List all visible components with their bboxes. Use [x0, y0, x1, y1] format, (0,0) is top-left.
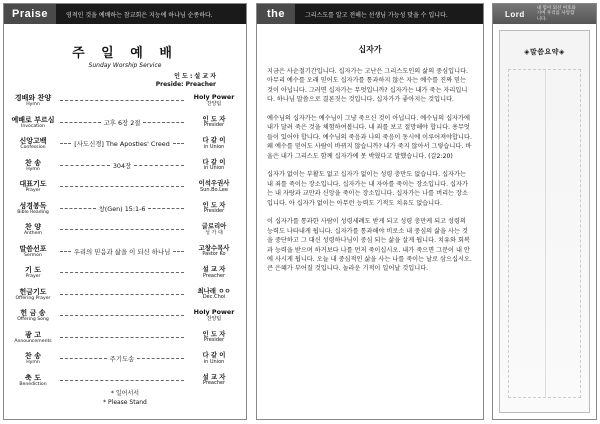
service-item-name-en: Bible Reading — [17, 209, 49, 215]
service-item-middle — [56, 100, 188, 101]
leader-line — [60, 100, 184, 101]
service-item-name: 말씀선포 — [19, 244, 47, 253]
sermon-paragraph: 예수님의 십자가는 예수님이 그냥 죽으신 것이 아닙니다. 예수님의 십자가에 내가 달려 죽은 것을 체험하여봅니다. 내 죄를 보고 절망해야 합니다. 용무엇들이 있어야 합니다. 예수님의 죽음과 나의 죽음이 동시에 이루어져야합니다. 왜 예수를 믿어도 사람이 바뀌지 않습니까? 내가 죽지 않아서 그렇습니다. 바울은 내가 그리스도 함께 십자가에 못 박혔다고 말했습니다. (갈2:20) — [267, 115, 472, 160]
panel-tab-lord: Lord — [505, 9, 525, 19]
leader-name: 다 같 이 — [202, 157, 226, 166]
service-item-detail: 창(Gen) 15:1-6 — [98, 204, 146, 213]
service-item-name: 광 고 — [25, 330, 41, 339]
page-title: 주 일 예 배 — [72, 46, 178, 61]
service-item-name: 경배와 찬양 — [14, 94, 52, 103]
leader-line — [173, 143, 184, 144]
panel-header-bar — [493, 4, 596, 24]
presider-note — [4, 73, 246, 89]
service-item-name-en: Confession — [20, 145, 46, 151]
leader-name: 글로리아 — [201, 222, 227, 231]
service-item-label — [10, 116, 56, 129]
service-item-leader — [188, 180, 240, 193]
service-item-leader — [188, 288, 240, 301]
service-item-label — [10, 374, 56, 387]
leader-name: 다 같 이 — [202, 136, 226, 145]
service-item-label — [10, 180, 56, 193]
service-item-detail: 고후 6장 2절 — [103, 118, 141, 127]
leader-line — [60, 272, 184, 273]
service-item-middle — [56, 294, 188, 295]
leader-line — [60, 122, 101, 123]
service-item-name-en: Hymn — [26, 360, 40, 366]
service-item-leader — [188, 202, 240, 215]
service-item-middle — [56, 315, 188, 316]
leader-name-en: Presider — [203, 337, 225, 344]
service-item-name: 찬 송 — [25, 352, 41, 361]
service-item-label — [10, 352, 56, 365]
service-item-detail: 304장 — [112, 161, 132, 170]
header-banner-text: 내 힘이 되신 여호와시여 우리를 사랑합니다. — [536, 5, 576, 22]
service-item-row — [10, 176, 240, 198]
service-item-label — [10, 94, 56, 107]
service-item-name: 예배로 부르심 — [11, 115, 55, 124]
leader-name: 고창수목사 — [198, 243, 230, 252]
service-item-row — [10, 348, 240, 370]
service-item-middle — [56, 247, 188, 256]
leader-name: 최나래 ㅇㅇ — [197, 286, 231, 295]
sermon-panel — [256, 3, 484, 420]
service-item-leader — [188, 94, 240, 107]
leader-name: 설 교 자 — [202, 265, 226, 274]
leader-line — [60, 315, 184, 316]
service-item-middle — [56, 139, 188, 148]
service-item-name-en: Benediction — [19, 381, 47, 387]
service-item-middle — [56, 229, 188, 230]
leader-line — [60, 294, 184, 295]
presider-ko: 인 도 : 설 교 자 — [174, 73, 216, 80]
leader-line — [134, 165, 184, 166]
worship-order-panel — [3, 3, 247, 420]
service-item-row — [10, 284, 240, 306]
service-item-name-en: Offering Prayer — [15, 295, 51, 301]
service-item-name: 찬 양 — [25, 223, 41, 232]
leader-name-en: Sun.Bo.Lee — [200, 186, 228, 193]
service-item-name: 찬 송 — [25, 158, 41, 167]
service-item-name-en: Hymn — [26, 166, 40, 172]
order-of-service — [10, 90, 240, 391]
leader-line — [60, 380, 184, 381]
leader-name-en: 성 가 대 — [205, 229, 223, 236]
leader-line — [173, 251, 184, 252]
leader-name-en: Presider — [203, 122, 225, 129]
leader-name: 인 도 자 — [202, 114, 226, 123]
service-item-middle — [56, 186, 188, 187]
service-item-leader — [188, 159, 240, 172]
service-item-label — [10, 266, 56, 279]
summary-notes-area[interactable] — [499, 30, 590, 413]
header-banner-text: 영적인 것을 예배하는 참교회은 지능에 하나님 순종하다. — [66, 11, 213, 19]
decorative-divider — [545, 70, 546, 397]
stand-note — [4, 390, 246, 407]
sermon-paragraph: 이 십자가를 통과한 사람이 성령세례도 받게 되고 성령 충만케 되고 성령의 능력도 나타내게 됩니다. 십자가를 통과해야 비로소 내 중심의 삶을 사는 것을 중단하고 그 대신 성령하나님이 중심 되는 삶을 살게 됩니다. 치유와 회복과 능력을 받으며 하거보다 나를 먼저 죽이십시오. 내가 죽으면 그분이 내 안에 사시게 됩니다. 오늘 내 중심적인 삶을 사는 나를 죽이는 날로 삼으십시오. 큰 은혜가 부어질 것입니다. 놀라운 기적이 일어날 것입니다. — [267, 218, 472, 273]
page-subtitle: Sunday Worship Service — [88, 62, 162, 69]
leader-line — [137, 358, 184, 359]
leader-name-en: Presider — [203, 208, 225, 215]
leader-line — [60, 358, 107, 359]
leader-name: 다 같 이 — [202, 351, 226, 360]
service-item-middle — [56, 380, 188, 381]
service-item-name-en: Hymn — [26, 102, 40, 108]
service-item-name-en: Prayer — [25, 274, 41, 280]
service-item-label — [10, 288, 56, 301]
leader-name-en: Pastor Ko — [202, 251, 226, 258]
panel-header-bar — [257, 4, 483, 24]
service-item-leader — [188, 352, 240, 365]
leader-name-en: 찬양팀 — [206, 315, 222, 322]
stand-ko: * 일어서서 — [110, 390, 140, 398]
service-item-row — [10, 327, 240, 349]
service-item-label — [10, 202, 56, 215]
leader-name: 설 교 자 — [202, 372, 226, 381]
service-item-name: 헌금기도 — [19, 287, 47, 296]
service-item-leader — [188, 223, 240, 236]
leader-line — [60, 165, 110, 166]
leader-name-en: in Union — [203, 143, 225, 150]
service-item-label — [10, 223, 56, 236]
service-item-row — [10, 241, 240, 263]
presider-en: Preside: Preacher — [155, 80, 216, 88]
service-item-middle — [56, 204, 188, 213]
leader-line — [143, 122, 184, 123]
service-item-row — [10, 112, 240, 134]
service-item-name-en: Anthem — [23, 231, 43, 237]
leader-line — [60, 229, 184, 230]
service-item-leader — [188, 245, 240, 258]
panel-tab-praise: Praise — [4, 4, 56, 24]
leader-name: 인 도 자 — [202, 200, 226, 209]
header-banner-text: 그리스도를 알고 전해는 선생님 가능성 맞을 수 입니다. — [305, 11, 448, 19]
service-item-middle — [56, 337, 188, 338]
service-item-row — [10, 370, 240, 392]
service-item-leader — [188, 309, 240, 322]
service-item-label — [10, 331, 56, 344]
leader-name-en: 찬양팀 — [206, 100, 222, 107]
leader-line — [148, 208, 184, 209]
service-item-name-en: Prayer — [25, 188, 41, 194]
service-item-name: 축 도 — [25, 373, 41, 382]
service-item-middle — [56, 118, 188, 127]
service-item-label — [10, 309, 56, 322]
service-item-leader — [188, 137, 240, 150]
panel-header-bar — [4, 4, 246, 24]
leader-name-en: in Union — [203, 165, 225, 172]
leader-name-en: Dec.Choi — [202, 294, 226, 301]
notes-frame — [508, 69, 581, 398]
leader-line — [60, 186, 184, 187]
service-item-row — [10, 262, 240, 284]
sermon-paragraph: 지금은 사순절기간입니다. 십자가는 고난은 그리스도인의 삶의 중심입니다. 아무리 예수를 오래 믿어도 십자가를 통과하지 않은 자는 예수를 진짜 믿는 것이 아닙니다. 그러면 십자가는 무엇입니까? 십자가는 내가 죽는 자리입니다. 하나님 말씀으로 결론짓는 것입니다. 십자가가 좋아지는 것입니다. — [267, 68, 469, 104]
service-item-middle — [56, 354, 188, 363]
service-item-name: 신앙고백 — [19, 137, 47, 146]
service-item-row — [10, 219, 240, 241]
service-item-row — [10, 133, 240, 155]
service-item-detail: [사도신경] The Apostles' Creed — [74, 140, 170, 149]
sermon-paragraph: 십자가 없이는 부활도 없고 십자가 없이는 성령 충만도 없습니다. 십자가는 내 죄를 죽이는 장소입니다. 십자가는 내 자아를 죽이는 장소입니다. 십자가는 내 자랑과 교만과 신앙을 죽이는 장소입니다. 십자가는 나를 버리는 장소입니다. 아 십자가 없이는 아무런 능력도 기적도 치유도 없습니다. — [267, 171, 468, 207]
summary-title: ◈말씀요약◈ — [524, 48, 565, 56]
panel-tab-the: the — [257, 4, 295, 24]
service-item-label — [10, 245, 56, 258]
service-item-name-en: Announcements — [14, 338, 52, 344]
service-item-name: 기 도 — [25, 266, 41, 275]
stand-en: * Please Stand — [103, 398, 147, 406]
leader-line — [60, 208, 96, 209]
service-item-row — [10, 90, 240, 112]
leader-line — [60, 143, 71, 144]
leader-line — [60, 251, 71, 252]
sermon-body — [257, 67, 483, 274]
service-item-name: 성경봉독 — [19, 201, 47, 210]
service-item-label — [10, 159, 56, 172]
leader-name-en: Preacher — [202, 380, 226, 387]
service-item-leader — [188, 331, 240, 344]
leader-name: 이석우권사 — [198, 179, 230, 188]
service-item-row — [10, 305, 240, 327]
service-item-detail: 우리의 믿음과 삶을 이 되신 하나님 — [73, 247, 171, 256]
service-item-middle — [56, 272, 188, 273]
leader-name-en: Preacher — [202, 272, 226, 279]
leader-name: Holy Power — [193, 93, 235, 102]
sermon-title: 십자가 — [358, 45, 382, 54]
sermon-summary-panel — [492, 3, 597, 420]
leader-name: Holy Power — [193, 308, 235, 317]
service-item-leader — [188, 266, 240, 279]
leader-name: 인 도 자 — [202, 329, 226, 338]
service-item-row — [10, 198, 240, 220]
leader-line — [60, 337, 184, 338]
service-item-name-en: Offering Song — [17, 317, 49, 323]
service-item-detail: 주기도송 — [109, 355, 135, 364]
service-item-label — [10, 137, 56, 150]
service-item-name: 헌 금 송 — [20, 309, 46, 318]
service-item-leader — [188, 116, 240, 129]
service-item-row — [10, 155, 240, 177]
service-item-middle — [56, 161, 188, 170]
service-item-name-en: Invocation — [21, 123, 45, 129]
service-item-leader — [188, 374, 240, 387]
service-item-name: 대표기도 — [19, 180, 47, 189]
service-item-name-en: Sermon — [24, 252, 42, 258]
leader-name-en: in Union — [203, 358, 225, 365]
